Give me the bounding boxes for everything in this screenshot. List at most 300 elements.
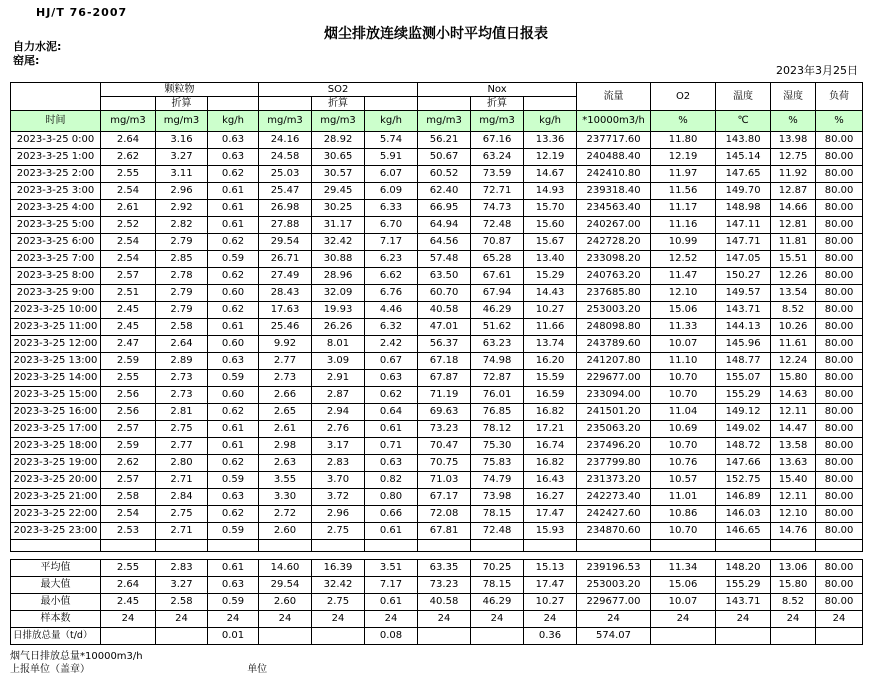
empty-cell [11, 540, 101, 552]
value-cell: 2.59 [101, 438, 156, 455]
value-cell: 11.81 [771, 234, 816, 251]
value-cell: 2.54 [101, 506, 156, 523]
value-cell: 80.00 [816, 268, 863, 285]
summary-label-cell: 最大值 [11, 577, 101, 594]
col-header-load: 负荷 [816, 83, 863, 111]
col-header-temperature: 温度 [716, 83, 771, 111]
value-cell: 80.00 [816, 455, 863, 472]
value-cell: 29.54 [259, 234, 312, 251]
value-cell: 14.66 [771, 200, 816, 217]
subheader-blank [418, 97, 471, 111]
value-cell [816, 628, 863, 645]
time-cell: 2023-3-25 15:00 [11, 387, 101, 404]
value-cell: 0.36 [524, 628, 577, 645]
value-cell: 0.62 [208, 506, 259, 523]
value-cell: 3.16 [156, 132, 208, 149]
time-cell: 2023-3-25 6:00 [11, 234, 101, 251]
value-cell: 146.03 [716, 506, 771, 523]
value-cell: 2.78 [156, 268, 208, 285]
value-cell: 147.66 [716, 455, 771, 472]
value-cell: 70.87 [471, 234, 524, 251]
value-cell: 29.45 [312, 183, 365, 200]
value-cell: 15.67 [524, 234, 577, 251]
value-cell: 0.62 [365, 387, 418, 404]
table-row [11, 594, 863, 611]
value-cell: 80.00 [816, 353, 863, 370]
value-cell: 2.72 [259, 506, 312, 523]
time-cell: 2023-3-25 12:00 [11, 336, 101, 353]
empty-cell [101, 540, 156, 552]
value-cell: 2.77 [156, 438, 208, 455]
value-cell: 240488.40 [577, 149, 651, 166]
value-cell: 76.85 [471, 404, 524, 421]
value-cell: 0.62 [208, 302, 259, 319]
value-cell: 149.57 [716, 285, 771, 302]
time-cell: 2023-3-25 16:00 [11, 404, 101, 421]
time-cell: 2023-3-25 14:00 [11, 370, 101, 387]
value-cell: 24 [771, 611, 816, 628]
table-row [11, 302, 863, 319]
value-cell: 40.58 [418, 594, 471, 611]
value-cell: 6.32 [365, 319, 418, 336]
value-cell: 17.47 [524, 506, 577, 523]
unit-cell: mg/m3 [156, 111, 208, 132]
value-cell: 12.11 [771, 404, 816, 421]
value-cell: 3.72 [312, 489, 365, 506]
time-cell: 2023-3-25 11:00 [11, 319, 101, 336]
value-cell: 14.43 [524, 285, 577, 302]
value-cell: 24 [365, 611, 418, 628]
value-cell: 32.09 [312, 285, 365, 302]
unit-cell: % [816, 111, 863, 132]
value-cell: 24 [577, 611, 651, 628]
value-cell: 6.70 [365, 217, 418, 234]
time-cell: 2023-3-25 3:00 [11, 183, 101, 200]
value-cell: 2.54 [101, 234, 156, 251]
table-row [11, 438, 863, 455]
value-cell [156, 628, 208, 645]
value-cell: 12.81 [771, 217, 816, 234]
value-cell: 69.63 [418, 404, 471, 421]
value-cell: 67.81 [418, 523, 471, 540]
value-cell: 237799.80 [577, 455, 651, 472]
subheader-blank [365, 97, 418, 111]
value-cell: 12.10 [771, 506, 816, 523]
value-cell: 147.71 [716, 234, 771, 251]
value-cell: 147.65 [716, 166, 771, 183]
value-cell: 8.52 [771, 594, 816, 611]
value-cell: 28.92 [312, 132, 365, 149]
header-row-groups [11, 83, 863, 97]
value-cell: 31.17 [312, 217, 365, 234]
value-cell: 0.59 [208, 370, 259, 387]
value-cell: 24 [312, 611, 365, 628]
value-cell: 3.70 [312, 472, 365, 489]
value-cell: 0.08 [365, 628, 418, 645]
value-cell: 24 [651, 611, 716, 628]
value-cell: 3.30 [259, 489, 312, 506]
value-cell [471, 628, 524, 645]
value-cell: 80.00 [816, 149, 863, 166]
value-cell: 2.45 [101, 594, 156, 611]
value-cell: 149.12 [716, 404, 771, 421]
value-cell: 14.93 [524, 183, 577, 200]
unit-label: 单位 [247, 664, 268, 675]
value-cell: 15.93 [524, 523, 577, 540]
value-cell: 26.98 [259, 200, 312, 217]
value-cell: 67.94 [471, 285, 524, 302]
value-cell: 30.25 [312, 200, 365, 217]
value-cell: 60.52 [418, 166, 471, 183]
value-cell: 56.37 [418, 336, 471, 353]
value-cell: 63.35 [418, 560, 471, 577]
value-cell: 10.07 [651, 336, 716, 353]
time-cell: 2023-3-25 0:00 [11, 132, 101, 149]
value-cell: 2.57 [101, 268, 156, 285]
time-cell: 2023-3-25 10:00 [11, 302, 101, 319]
value-cell: 24 [418, 611, 471, 628]
value-cell: 70.75 [418, 455, 471, 472]
table-row [11, 611, 863, 628]
value-cell: 2.73 [259, 370, 312, 387]
value-cell: 2.55 [101, 560, 156, 577]
table-row [11, 387, 863, 404]
value-cell: 32.42 [312, 577, 365, 594]
time-cell: 2023-3-25 7:00 [11, 251, 101, 268]
value-cell: 11.47 [651, 268, 716, 285]
value-cell: 2.57 [101, 421, 156, 438]
value-cell: 2.58 [156, 594, 208, 611]
value-cell: 229677.00 [577, 370, 651, 387]
value-cell: 6.76 [365, 285, 418, 302]
value-cell: 2.56 [101, 387, 156, 404]
table-row [11, 217, 863, 234]
time-cell: 2023-3-25 22:00 [11, 506, 101, 523]
unit-cell: % [651, 111, 716, 132]
value-cell: 80.00 [816, 217, 863, 234]
value-cell [771, 628, 816, 645]
group-header-nox: Nox [418, 83, 577, 97]
summary-label-cell: 样本数 [11, 611, 101, 628]
value-cell: 24 [471, 611, 524, 628]
value-cell: 5.74 [365, 132, 418, 149]
value-cell: 0.61 [208, 217, 259, 234]
table-row [11, 353, 863, 370]
value-cell: 0.82 [365, 472, 418, 489]
value-cell: 0.59 [208, 251, 259, 268]
value-cell: 241207.80 [577, 353, 651, 370]
value-cell: 2.75 [312, 594, 365, 611]
value-cell: 63.23 [471, 336, 524, 353]
value-cell: 2.73 [156, 387, 208, 404]
value-cell: 64.56 [418, 234, 471, 251]
value-cell: 80.00 [816, 234, 863, 251]
unit-cell: % [771, 111, 816, 132]
value-cell: 80.00 [816, 577, 863, 594]
time-cell: 2023-3-25 9:00 [11, 285, 101, 302]
value-cell: 3.55 [259, 472, 312, 489]
subheader-converted-pm: 折算 [156, 97, 208, 111]
value-cell: 70.25 [471, 560, 524, 577]
value-cell: 2.83 [312, 455, 365, 472]
subheader-blank [259, 97, 312, 111]
value-cell: 80.00 [816, 594, 863, 611]
value-cell: 0.71 [365, 438, 418, 455]
table-row [11, 319, 863, 336]
value-cell: 10.07 [651, 594, 716, 611]
value-cell: 11.34 [651, 560, 716, 577]
value-cell: 237685.80 [577, 285, 651, 302]
empty-cell [418, 540, 471, 552]
value-cell: 15.70 [524, 200, 577, 217]
summary-label-cell: 平均值 [11, 560, 101, 577]
value-cell: 80.00 [816, 404, 863, 421]
value-cell: 2.98 [259, 438, 312, 455]
value-cell: 12.19 [524, 149, 577, 166]
value-cell: 240763.20 [577, 268, 651, 285]
table-area [10, 82, 862, 676]
subheader-blank [101, 97, 156, 111]
empty-cell [716, 540, 771, 552]
value-cell: 147.05 [716, 251, 771, 268]
group-header-pm: 颗粒物 [101, 83, 259, 97]
value-cell: 24 [208, 611, 259, 628]
summary-table [10, 559, 863, 645]
value-cell: 12.87 [771, 183, 816, 200]
value-cell: 2.45 [101, 319, 156, 336]
value-cell: 0.63 [365, 370, 418, 387]
value-cell: 71.19 [418, 387, 471, 404]
value-cell: 7.17 [365, 234, 418, 251]
value-cell: 15.40 [771, 472, 816, 489]
value-cell: 3.27 [156, 577, 208, 594]
value-cell: 2.61 [259, 421, 312, 438]
value-cell: 78.15 [471, 506, 524, 523]
value-cell: 2.60 [259, 594, 312, 611]
value-cell: 17.21 [524, 421, 577, 438]
value-cell: 10.27 [524, 594, 577, 611]
footer [10, 650, 862, 676]
value-cell: 72.48 [471, 217, 524, 234]
time-cell: 2023-3-25 8:00 [11, 268, 101, 285]
value-cell: 235063.20 [577, 421, 651, 438]
value-cell: 65.28 [471, 251, 524, 268]
value-cell: 144.13 [716, 319, 771, 336]
value-cell: 15.06 [651, 302, 716, 319]
value-cell: 14.63 [771, 387, 816, 404]
value-cell: 47.01 [418, 319, 471, 336]
value-cell: 13.63 [771, 455, 816, 472]
value-cell: 2.60 [259, 523, 312, 540]
report-title: 烟尘排放连续监测小时平均值日报表 [324, 26, 548, 42]
value-cell: 24 [524, 611, 577, 628]
value-cell: 51.62 [471, 319, 524, 336]
value-cell: 2.66 [259, 387, 312, 404]
value-cell: 67.17 [418, 489, 471, 506]
value-cell: 0.63 [208, 489, 259, 506]
value-cell: 80.00 [816, 472, 863, 489]
table-row [11, 628, 863, 645]
value-cell: 30.65 [312, 149, 365, 166]
value-cell: 12.10 [651, 285, 716, 302]
value-cell: 574.07 [577, 628, 651, 645]
value-cell: 12.19 [651, 149, 716, 166]
value-cell: 10.76 [651, 455, 716, 472]
value-cell: 10.70 [651, 523, 716, 540]
table-row [11, 560, 863, 577]
value-cell: 2.75 [156, 506, 208, 523]
unit-cell: mg/m3 [312, 111, 365, 132]
value-cell: 0.60 [208, 336, 259, 353]
value-cell: 80.00 [816, 251, 863, 268]
unit-cell: kg/h [365, 111, 418, 132]
value-cell: 16.39 [312, 560, 365, 577]
value-cell: 50.67 [418, 149, 471, 166]
value-cell: 13.98 [771, 132, 816, 149]
value-cell: 80.00 [816, 166, 863, 183]
table-row [11, 404, 863, 421]
value-cell: 16.74 [524, 438, 577, 455]
value-cell: 66.95 [418, 200, 471, 217]
value-cell: 15.06 [651, 577, 716, 594]
value-cell: 12.11 [771, 489, 816, 506]
value-cell: 17.63 [259, 302, 312, 319]
value-cell: 237717.60 [577, 132, 651, 149]
value-cell: 72.08 [418, 506, 471, 523]
value-cell: 80.00 [816, 489, 863, 506]
subheader-converted-so2: 折算 [312, 97, 365, 111]
value-cell: 2.61 [101, 200, 156, 217]
time-header: 时间 [11, 111, 101, 132]
value-cell: 11.10 [651, 353, 716, 370]
empty-cell [577, 540, 651, 552]
value-cell: 15.51 [771, 251, 816, 268]
value-cell: 3.27 [156, 149, 208, 166]
value-cell: 239318.40 [577, 183, 651, 200]
empty-cell [471, 540, 524, 552]
value-cell: 9.92 [259, 336, 312, 353]
value-cell: 2.85 [156, 251, 208, 268]
value-cell: 80.00 [816, 370, 863, 387]
value-cell: 6.09 [365, 183, 418, 200]
value-cell: 74.73 [471, 200, 524, 217]
value-cell: 11.61 [771, 336, 816, 353]
value-cell: 0.61 [365, 594, 418, 611]
value-cell: 6.33 [365, 200, 418, 217]
table-row [11, 183, 863, 200]
time-cell: 2023-3-25 17:00 [11, 421, 101, 438]
time-cell: 2023-3-25 5:00 [11, 217, 101, 234]
value-cell: 3.51 [365, 560, 418, 577]
value-cell: 25.47 [259, 183, 312, 200]
value-cell: 17.47 [524, 577, 577, 594]
value-cell: 10.70 [651, 370, 716, 387]
footer-note: 烟气日排放总量*10000m3/h [10, 651, 143, 662]
value-cell: 24 [156, 611, 208, 628]
value-cell: 75.83 [471, 455, 524, 472]
table-row [11, 489, 863, 506]
value-cell: 13.58 [771, 438, 816, 455]
value-cell: 229677.00 [577, 594, 651, 611]
value-cell: 80.00 [816, 319, 863, 336]
value-cell: 2.82 [156, 217, 208, 234]
subheader-blank [524, 97, 577, 111]
value-cell: 2.62 [101, 455, 156, 472]
value-cell: 146.89 [716, 489, 771, 506]
value-cell: 0.59 [208, 472, 259, 489]
value-cell: 3.09 [312, 353, 365, 370]
value-cell: 2.63 [259, 455, 312, 472]
value-cell: 14.67 [524, 166, 577, 183]
value-cell: 27.88 [259, 217, 312, 234]
value-cell: 10.27 [524, 302, 577, 319]
value-cell: 148.98 [716, 200, 771, 217]
value-cell: 10.86 [651, 506, 716, 523]
table-row [11, 251, 863, 268]
value-cell: 26.26 [312, 319, 365, 336]
value-cell: 0.61 [208, 183, 259, 200]
table-row [11, 336, 863, 353]
table-row [11, 523, 863, 540]
value-cell: 75.30 [471, 438, 524, 455]
empty-cell [156, 540, 208, 552]
value-cell: 2.73 [156, 370, 208, 387]
value-cell: 0.63 [208, 132, 259, 149]
unit-cell: mg/m3 [471, 111, 524, 132]
value-cell: 3.17 [312, 438, 365, 455]
value-cell: 4.46 [365, 302, 418, 319]
value-cell: 146.65 [716, 523, 771, 540]
value-cell: 233098.20 [577, 251, 651, 268]
table-row [11, 200, 863, 217]
value-cell [101, 628, 156, 645]
unit-cell: kg/h [524, 111, 577, 132]
value-cell: 78.15 [471, 577, 524, 594]
summary-label-cell: 日排放总量（t/d） [11, 628, 101, 645]
value-cell: 2.87 [312, 387, 365, 404]
value-cell: 143.71 [716, 302, 771, 319]
value-cell: 80.00 [816, 438, 863, 455]
value-cell: 63.24 [471, 149, 524, 166]
value-cell: 2.47 [101, 336, 156, 353]
site-label: 窑尾: [13, 54, 40, 67]
table-row [11, 577, 863, 594]
value-cell: 0.61 [208, 200, 259, 217]
value-cell: 0.61 [208, 438, 259, 455]
value-cell: 149.70 [716, 183, 771, 200]
value-cell: 16.20 [524, 353, 577, 370]
value-cell: 12.52 [651, 251, 716, 268]
value-cell: 0.62 [208, 404, 259, 421]
value-cell: 2.79 [156, 302, 208, 319]
value-cell: 80.00 [816, 506, 863, 523]
value-cell: 63.50 [418, 268, 471, 285]
value-cell: 0.63 [208, 149, 259, 166]
value-cell: 2.51 [101, 285, 156, 302]
value-cell: 148.77 [716, 353, 771, 370]
value-cell: 147.11 [716, 217, 771, 234]
value-cell: 2.54 [101, 183, 156, 200]
value-cell: 0.62 [208, 268, 259, 285]
value-cell: 155.29 [716, 387, 771, 404]
value-cell: 11.92 [771, 166, 816, 183]
empty-cell [524, 540, 577, 552]
col-header-humidity: 湿度 [771, 83, 816, 111]
value-cell: 155.29 [716, 577, 771, 594]
value-cell: 19.93 [312, 302, 365, 319]
value-cell: 74.79 [471, 472, 524, 489]
value-cell: 30.57 [312, 166, 365, 183]
